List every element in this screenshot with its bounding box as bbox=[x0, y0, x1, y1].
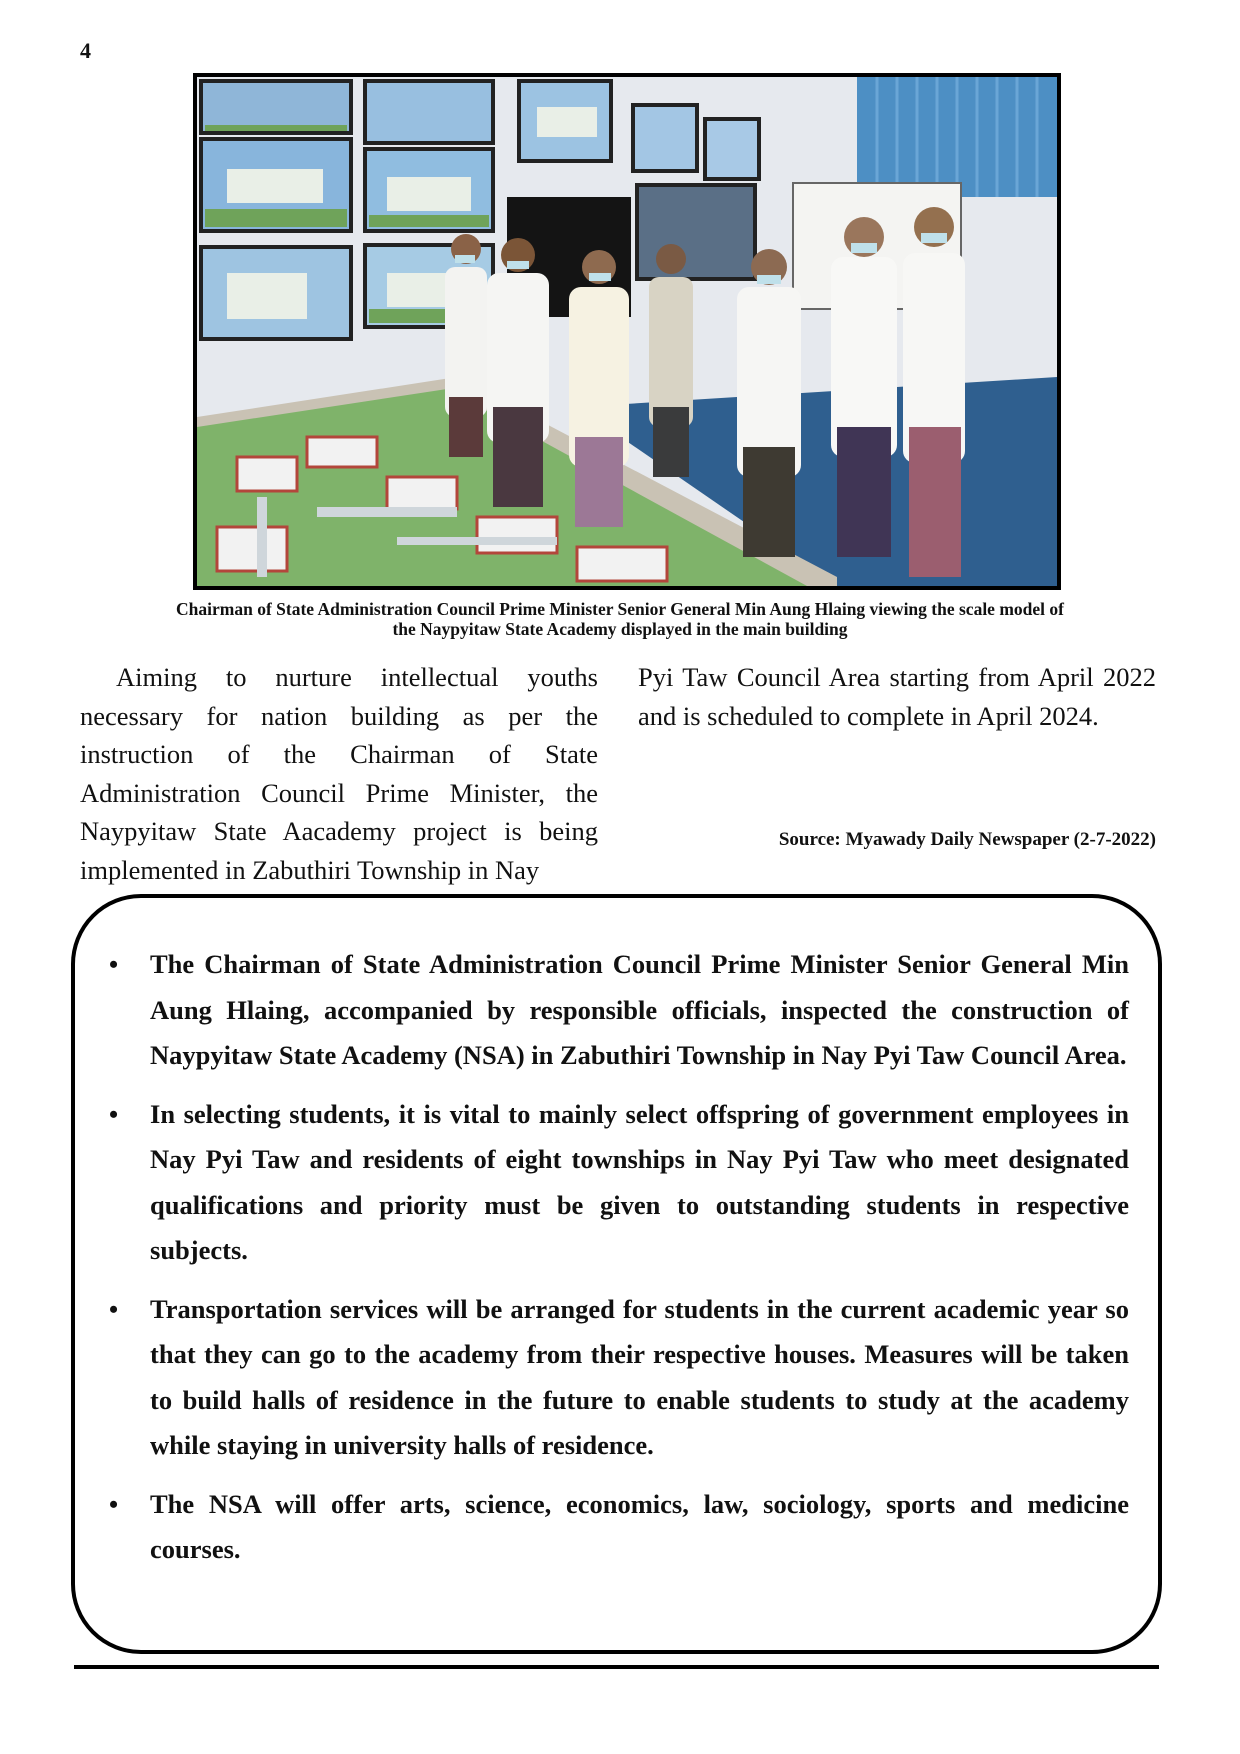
highlight-text: The NSA will offer arts, science, economics, law, sociology, sports and medicine courses. bbox=[150, 1488, 1129, 1564]
highlight-item bbox=[109, 942, 1129, 1079]
highlight-item bbox=[109, 1482, 1129, 1573]
source-credit: Source: Myawady Daily Newspaper (2-7-2022) bbox=[778, 829, 1156, 850]
footer-divider bbox=[74, 1665, 1159, 1669]
bullet-icon: • bbox=[109, 1294, 119, 1324]
bullet-icon: • bbox=[109, 1489, 119, 1519]
highlight-text: In selecting students, it is vital to mainly select offspring of government employees in Nay Pyi Taw and residents of eight townships in Nay Pyi Taw who meet designated qualifications and priority must be given to outstanding students in respective subjects. bbox=[150, 1098, 1129, 1265]
article-column-left: Aiming to nurture intellectual youths necessary for nation building as per the instruction of the Chairman of State Administration Council Prime Minister, the Naypyitaw State Aacademy project is being implemented in Zabuthiri Township in Nay bbox=[80, 662, 598, 885]
highlight-item bbox=[109, 1287, 1129, 1469]
highlights-box bbox=[71, 894, 1162, 1654]
page-number: 4 bbox=[80, 38, 91, 63]
highlight-item bbox=[109, 1092, 1129, 1274]
highlight-text: The Chairman of State Administration Council Prime Minister Senior General Min Aung Hlaing, accompanied by responsible officials, inspected the construction of Naypyitaw State Academy (NSA) in Zabuthiri Township in Nay Pyi Taw Council Area. bbox=[150, 949, 1129, 1070]
caption-line-1: Chairman of State Administration Council Prime Minister Senior General Min Aung Hlaing viewing the scale model of bbox=[176, 599, 1064, 619]
news-photo bbox=[193, 73, 1061, 590]
photo-caption bbox=[80, 599, 1160, 639]
caption-line-2: the Naypyitaw State Academy displayed in the main building bbox=[392, 619, 848, 639]
scale-model-photo-illustration bbox=[197, 77, 1057, 586]
highlights-list bbox=[109, 942, 1129, 1586]
article-column-right: Pyi Taw Council Area starting from April 2022 and is scheduled to complete in April 2024. bbox=[638, 662, 1156, 731]
highlight-text: Transportation services will be arranged for students in the current academic year so that they can go to the academy from their respective houses. Measures will be taken to build halls of residence in the future to enable students to study at the academy while staying in university halls of residence. bbox=[150, 1293, 1129, 1460]
bullet-icon: • bbox=[109, 950, 119, 979]
bullet-icon: • bbox=[109, 1099, 119, 1129]
